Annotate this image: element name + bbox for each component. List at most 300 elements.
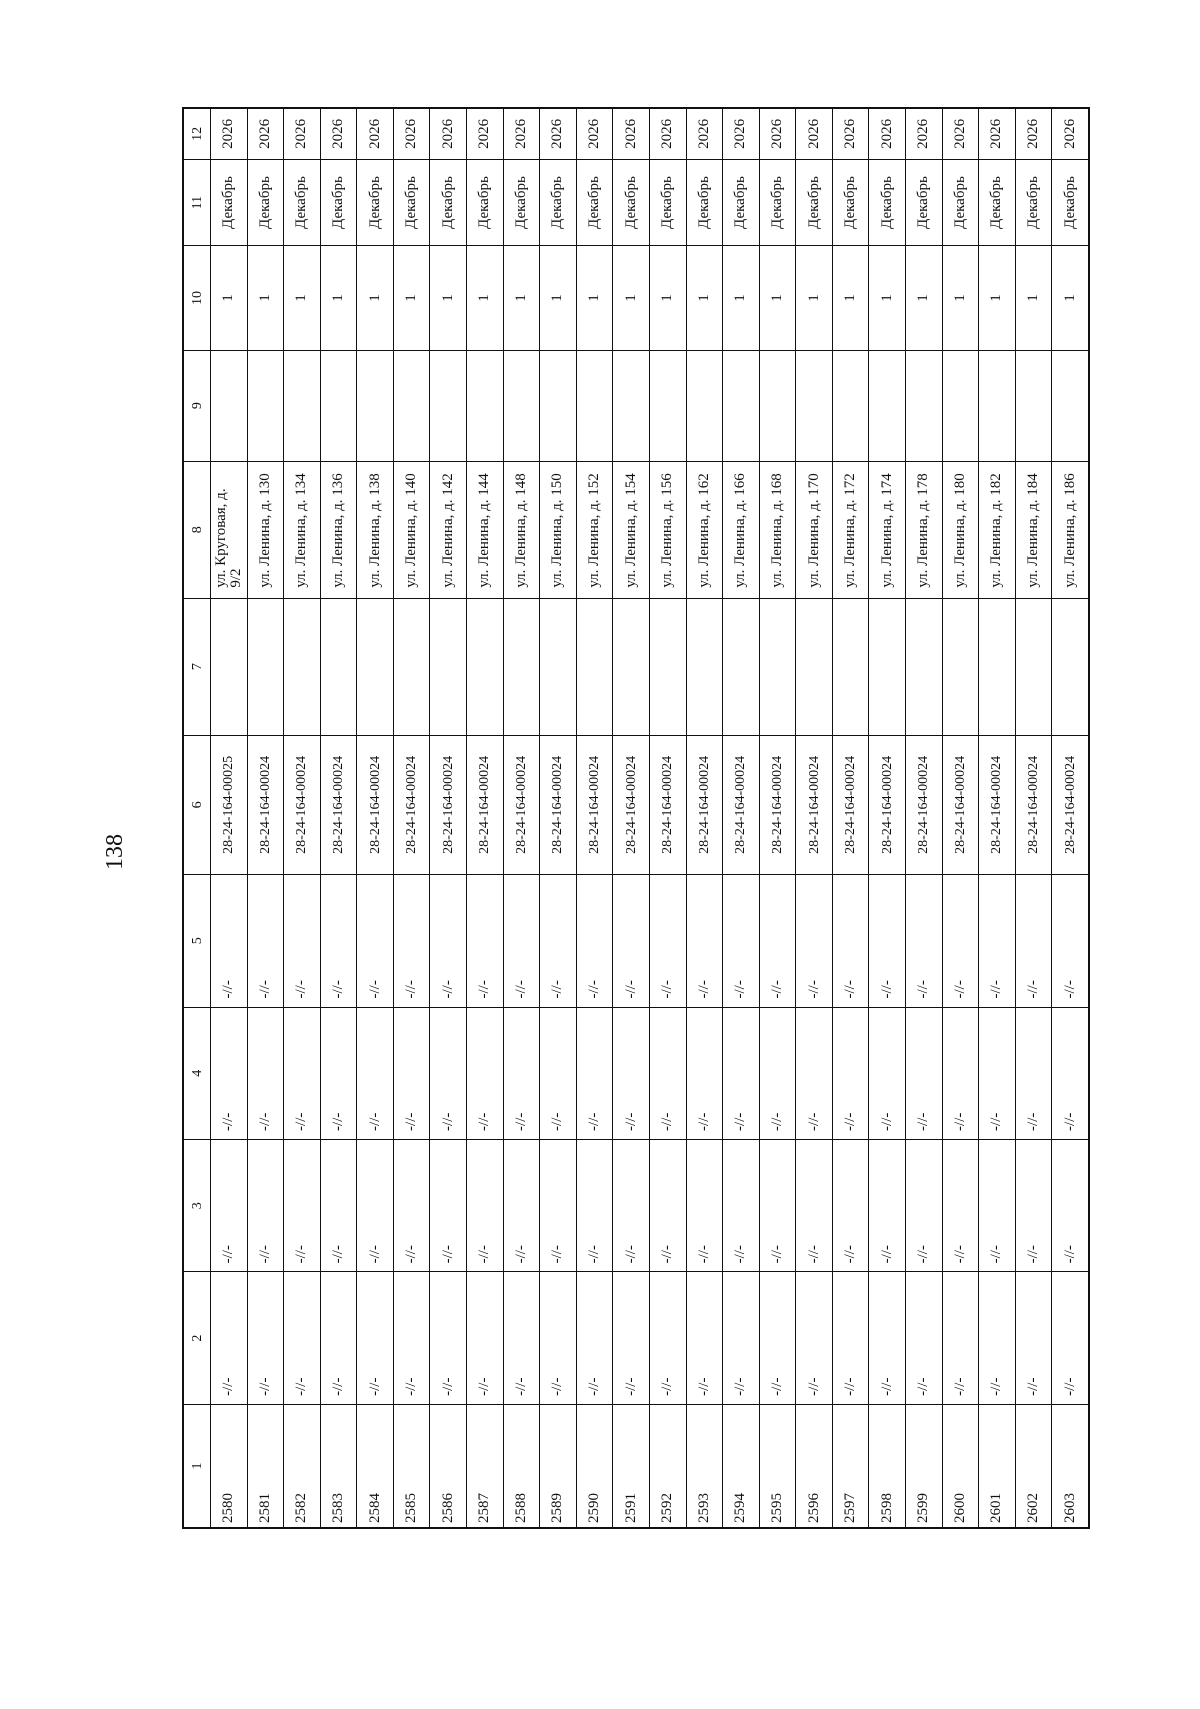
count-cell: 1 <box>467 246 504 350</box>
ditto-cell: -//- <box>211 1139 248 1271</box>
address-cell: ул. Ленина, д. 136 <box>320 461 357 598</box>
ditto-cell: -//- <box>723 1272 760 1404</box>
table-body <box>211 108 1090 1528</box>
year-cell: 2026 <box>1015 108 1052 159</box>
empty-cell <box>430 350 467 461</box>
empty-cell <box>942 598 979 735</box>
ditto-cell: -//- <box>211 1272 248 1404</box>
ditto-cell: -//- <box>649 1272 686 1404</box>
ditto-cell: -//- <box>613 875 650 1007</box>
ditto-cell: -//- <box>796 1272 833 1404</box>
cadastral-code: 28-24-164-00024 <box>284 735 321 875</box>
page-number: 138 <box>102 834 128 870</box>
empty-cell <box>357 350 394 461</box>
empty-cell <box>796 350 833 461</box>
count-cell: 1 <box>503 246 540 350</box>
address-cell: ул. Ленина, д. 166 <box>723 461 760 598</box>
table-row <box>430 108 467 1528</box>
table-row <box>979 108 1016 1528</box>
ditto-cell: -//- <box>905 1007 942 1139</box>
ditto-cell: -//- <box>393 875 430 1007</box>
count-cell: 1 <box>723 246 760 350</box>
address-cell: ул. Ленина, д. 186 <box>1052 461 1089 598</box>
year-cell: 2026 <box>832 108 869 159</box>
column-header-12: 12 <box>183 108 211 159</box>
column-header-8: 8 <box>183 461 211 598</box>
year-cell: 2026 <box>430 108 467 159</box>
column-header-3: 3 <box>183 1139 211 1271</box>
column-header-4: 4 <box>183 1007 211 1139</box>
column-header-1: 1 <box>183 1404 211 1528</box>
table-row <box>686 108 723 1528</box>
ditto-cell: -//- <box>467 1007 504 1139</box>
table-row <box>393 108 430 1528</box>
count-cell: 1 <box>576 246 613 350</box>
ditto-cell: -//- <box>393 1139 430 1271</box>
month-cell: Декабрь <box>613 159 650 246</box>
ditto-cell: -//- <box>467 1139 504 1271</box>
column-header-7: 7 <box>183 598 211 735</box>
row-number: 2592 <box>649 1404 686 1528</box>
ditto-cell: -//- <box>247 1007 284 1139</box>
count-cell: 1 <box>393 246 430 350</box>
ditto-cell: -//- <box>1015 875 1052 1007</box>
ditto-cell: -//- <box>832 1139 869 1271</box>
ditto-cell: -//- <box>686 1272 723 1404</box>
empty-cell <box>211 350 248 461</box>
cadastral-code: 28-24-164-00024 <box>430 735 467 875</box>
empty-cell <box>211 598 248 735</box>
ditto-cell: -//- <box>540 875 577 1007</box>
cadastral-code: 28-24-164-00024 <box>613 735 650 875</box>
address-cell: ул. Ленина, д. 138 <box>357 461 394 598</box>
empty-cell <box>832 598 869 735</box>
month-cell: Декабрь <box>1015 159 1052 246</box>
empty-cell <box>430 598 467 735</box>
row-number: 2594 <box>723 1404 760 1528</box>
empty-cell <box>393 598 430 735</box>
row-number: 2584 <box>357 1404 394 1528</box>
ditto-cell: -//- <box>320 1272 357 1404</box>
cadastral-code: 28-24-164-00024 <box>905 735 942 875</box>
empty-cell <box>503 350 540 461</box>
table-row <box>759 108 796 1528</box>
ditto-cell: -//- <box>869 1139 906 1271</box>
year-cell: 2026 <box>503 108 540 159</box>
row-number: 2597 <box>832 1404 869 1528</box>
cadastral-code: 28-24-164-00024 <box>1015 735 1052 875</box>
ditto-cell: -//- <box>357 1272 394 1404</box>
ditto-cell: -//- <box>247 875 284 1007</box>
ditto-cell: -//- <box>284 875 321 1007</box>
month-cell: Декабрь <box>759 159 796 246</box>
ditto-cell: -//- <box>576 1139 613 1271</box>
ditto-cell: -//- <box>979 1139 1016 1271</box>
year-cell: 2026 <box>979 108 1016 159</box>
year-cell: 2026 <box>211 108 248 159</box>
month-cell: Декабрь <box>393 159 430 246</box>
cadastral-code: 28-24-164-00024 <box>942 735 979 875</box>
ditto-cell: -//- <box>284 1007 321 1139</box>
ditto-cell: -//- <box>576 1272 613 1404</box>
row-number: 2590 <box>576 1404 613 1528</box>
ditto-cell: -//- <box>1052 1272 1089 1404</box>
ditto-cell: -//- <box>942 1007 979 1139</box>
year-cell: 2026 <box>284 108 321 159</box>
ditto-cell: -//- <box>942 875 979 1007</box>
count-cell: 1 <box>430 246 467 350</box>
cadastral-code: 28-24-164-00024 <box>723 735 760 875</box>
month-cell: Декабрь <box>649 159 686 246</box>
month-cell: Декабрь <box>905 159 942 246</box>
empty-cell <box>576 598 613 735</box>
ditto-cell: -//- <box>503 1007 540 1139</box>
ditto-cell: -//- <box>320 875 357 1007</box>
year-cell: 2026 <box>942 108 979 159</box>
table-row <box>467 108 504 1528</box>
table-row <box>540 108 577 1528</box>
count-cell: 1 <box>1015 246 1052 350</box>
row-number: 2588 <box>503 1404 540 1528</box>
cadastral-code: 28-24-164-00024 <box>503 735 540 875</box>
year-cell: 2026 <box>467 108 504 159</box>
ditto-cell: -//- <box>540 1272 577 1404</box>
table-row <box>357 108 394 1528</box>
empty-cell <box>247 350 284 461</box>
count-cell: 1 <box>540 246 577 350</box>
address-cell: ул. Ленина, д. 142 <box>430 461 467 598</box>
address-cell: ул. Ленина, д. 144 <box>467 461 504 598</box>
ditto-cell: -//- <box>393 1272 430 1404</box>
year-cell: 2026 <box>905 108 942 159</box>
table-row <box>905 108 942 1528</box>
address-cell: ул. Круговая, д. 9/2 <box>211 461 248 598</box>
empty-cell <box>540 350 577 461</box>
row-number: 2596 <box>796 1404 833 1528</box>
ditto-cell: -//- <box>467 1272 504 1404</box>
address-cell: ул. Ленина, д. 178 <box>905 461 942 598</box>
empty-cell <box>284 350 321 461</box>
ditto-cell: -//- <box>430 1139 467 1271</box>
empty-cell <box>869 598 906 735</box>
empty-cell <box>1015 598 1052 735</box>
ditto-cell: -//- <box>1015 1007 1052 1139</box>
ditto-cell: -//- <box>613 1007 650 1139</box>
month-cell: Декабрь <box>869 159 906 246</box>
year-cell: 2026 <box>357 108 394 159</box>
address-cell: ул. Ленина, д. 170 <box>796 461 833 598</box>
table-row <box>284 108 321 1528</box>
year-cell: 2026 <box>796 108 833 159</box>
ditto-cell: -//- <box>576 875 613 1007</box>
year-cell: 2026 <box>869 108 906 159</box>
year-cell: 2026 <box>247 108 284 159</box>
ditto-cell: -//- <box>1015 1139 1052 1271</box>
ditto-cell: -//- <box>211 1007 248 1139</box>
address-cell: ул. Ленина, д. 182 <box>979 461 1016 598</box>
cadastral-code: 28-24-164-00024 <box>247 735 284 875</box>
count-cell: 1 <box>1052 246 1089 350</box>
count-cell: 1 <box>686 246 723 350</box>
month-cell: Декабрь <box>357 159 394 246</box>
month-cell: Декабрь <box>540 159 577 246</box>
cadastral-code: 28-24-164-00024 <box>540 735 577 875</box>
address-cell: ул. Ленина, д. 140 <box>393 461 430 598</box>
table-row <box>796 108 833 1528</box>
empty-cell <box>942 350 979 461</box>
row-number: 2582 <box>284 1404 321 1528</box>
empty-cell <box>759 598 796 735</box>
ditto-cell: -//- <box>1052 1139 1089 1271</box>
row-number: 2598 <box>869 1404 906 1528</box>
address-cell: ул. Ленина, д. 148 <box>503 461 540 598</box>
month-cell: Декабрь <box>247 159 284 246</box>
ditto-cell: -//- <box>759 1007 796 1139</box>
year-cell: 2026 <box>393 108 430 159</box>
count-cell: 1 <box>613 246 650 350</box>
empty-cell <box>540 598 577 735</box>
ditto-cell: -//- <box>211 875 248 1007</box>
cadastral-code: 28-24-164-00024 <box>686 735 723 875</box>
table-row <box>247 108 284 1528</box>
cadastral-code: 28-24-164-00024 <box>320 735 357 875</box>
address-cell: ул. Ленина, д. 184 <box>1015 461 1052 598</box>
ditto-cell: -//- <box>942 1139 979 1271</box>
ditto-cell: -//- <box>357 1139 394 1271</box>
address-cell: ул. Ленина, д. 180 <box>942 461 979 598</box>
row-number: 2603 <box>1052 1404 1089 1528</box>
column-header-9: 9 <box>183 350 211 461</box>
column-header-11: 11 <box>183 159 211 246</box>
ditto-cell: -//- <box>723 875 760 1007</box>
cadastral-code: 28-24-164-00024 <box>759 735 796 875</box>
row-number: 2580 <box>211 1404 248 1528</box>
ditto-cell: -//- <box>723 1139 760 1271</box>
month-cell: Декабрь <box>430 159 467 246</box>
cadastral-code: 28-24-164-00024 <box>979 735 1016 875</box>
ditto-cell: -//- <box>979 1007 1016 1139</box>
year-cell: 2026 <box>1052 108 1089 159</box>
cadastral-code: 28-24-164-00025 <box>211 735 248 875</box>
empty-cell <box>723 598 760 735</box>
address-cell: ул. Ленина, д. 162 <box>686 461 723 598</box>
month-cell: Декабрь <box>979 159 1016 246</box>
ditto-cell: -//- <box>905 1139 942 1271</box>
column-header-5: 5 <box>183 875 211 1007</box>
empty-cell <box>284 598 321 735</box>
ditto-cell: -//- <box>832 875 869 1007</box>
month-cell: Декабрь <box>686 159 723 246</box>
month-cell: Декабрь <box>284 159 321 246</box>
ditto-cell: -//- <box>649 875 686 1007</box>
address-cell: ул. Ленина, д. 168 <box>759 461 796 598</box>
empty-cell <box>649 598 686 735</box>
table-row <box>1052 108 1089 1528</box>
empty-cell <box>796 598 833 735</box>
cadastral-code: 28-24-164-00024 <box>393 735 430 875</box>
ditto-cell: -//- <box>284 1272 321 1404</box>
month-cell: Декабрь <box>211 159 248 246</box>
count-cell: 1 <box>979 246 1016 350</box>
address-cell: ул. Ленина, д. 172 <box>832 461 869 598</box>
ditto-cell: -//- <box>503 875 540 1007</box>
year-cell: 2026 <box>723 108 760 159</box>
empty-cell <box>320 598 357 735</box>
empty-cell <box>613 350 650 461</box>
ditto-cell: -//- <box>759 1139 796 1271</box>
cadastral-code: 28-24-164-00024 <box>649 735 686 875</box>
empty-cell <box>247 598 284 735</box>
table-row <box>869 108 906 1528</box>
address-cell: ул. Ленина, д. 134 <box>284 461 321 598</box>
table-row <box>832 108 869 1528</box>
ditto-cell: -//- <box>759 1272 796 1404</box>
empty-cell <box>723 350 760 461</box>
ditto-cell: -//- <box>540 1007 577 1139</box>
address-cell: ул. Ленина, д. 152 <box>576 461 613 598</box>
row-number: 2595 <box>759 1404 796 1528</box>
table-row <box>576 108 613 1528</box>
column-header-6: 6 <box>183 735 211 875</box>
row-number: 2581 <box>247 1404 284 1528</box>
address-cell: ул. Ленина, д. 150 <box>540 461 577 598</box>
ditto-cell: -//- <box>942 1272 979 1404</box>
count-cell: 1 <box>357 246 394 350</box>
ditto-cell: -//- <box>905 875 942 1007</box>
ditto-cell: -//- <box>869 1007 906 1139</box>
cadastral-code: 28-24-164-00024 <box>467 735 504 875</box>
ditto-cell: -//- <box>832 1272 869 1404</box>
ditto-cell: -//- <box>686 875 723 1007</box>
month-cell: Декабрь <box>723 159 760 246</box>
month-cell: Декабрь <box>467 159 504 246</box>
empty-cell <box>467 598 504 735</box>
year-cell: 2026 <box>649 108 686 159</box>
count-cell: 1 <box>869 246 906 350</box>
ditto-cell: -//- <box>796 1139 833 1271</box>
row-number: 2599 <box>905 1404 942 1528</box>
ditto-cell: -//- <box>467 875 504 1007</box>
year-cell: 2026 <box>320 108 357 159</box>
empty-cell <box>905 598 942 735</box>
row-number: 2591 <box>613 1404 650 1528</box>
table-row <box>503 108 540 1528</box>
month-cell: Декабрь <box>320 159 357 246</box>
count-cell: 1 <box>284 246 321 350</box>
ditto-cell: -//- <box>649 1007 686 1139</box>
count-cell: 1 <box>247 246 284 350</box>
address-cell: ул. Ленина, д. 154 <box>613 461 650 598</box>
ditto-cell: -//- <box>430 1272 467 1404</box>
ditto-cell: -//- <box>723 1007 760 1139</box>
ditto-cell: -//- <box>686 1139 723 1271</box>
data-table <box>182 107 1090 1529</box>
ditto-cell: -//- <box>503 1139 540 1271</box>
empty-cell <box>503 598 540 735</box>
month-cell: Декабрь <box>942 159 979 246</box>
ditto-cell: -//- <box>320 1007 357 1139</box>
count-cell: 1 <box>211 246 248 350</box>
empty-cell <box>869 350 906 461</box>
empty-cell <box>320 350 357 461</box>
cadastral-code: 28-24-164-00024 <box>1052 735 1089 875</box>
empty-cell <box>759 350 796 461</box>
year-cell: 2026 <box>759 108 796 159</box>
ditto-cell: -//- <box>905 1272 942 1404</box>
empty-cell <box>649 350 686 461</box>
cadastral-code: 28-24-164-00024 <box>357 735 394 875</box>
row-number: 2583 <box>320 1404 357 1528</box>
ditto-cell: -//- <box>686 1007 723 1139</box>
empty-cell <box>979 350 1016 461</box>
count-cell: 1 <box>649 246 686 350</box>
year-cell: 2026 <box>686 108 723 159</box>
cadastral-code: 28-24-164-00024 <box>576 735 613 875</box>
table-row <box>320 108 357 1528</box>
year-cell: 2026 <box>613 108 650 159</box>
count-cell: 1 <box>759 246 796 350</box>
row-number: 2587 <box>467 1404 504 1528</box>
column-header-10: 10 <box>183 246 211 350</box>
cadastral-code: 28-24-164-00024 <box>832 735 869 875</box>
address-cell: ул. Ленина, д. 156 <box>649 461 686 598</box>
ditto-cell: -//- <box>832 1007 869 1139</box>
address-cell: ул. Ленина, д. 130 <box>247 461 284 598</box>
empty-cell <box>357 598 394 735</box>
row-number: 2593 <box>686 1404 723 1528</box>
ditto-cell: -//- <box>247 1139 284 1271</box>
ditto-cell: -//- <box>869 1272 906 1404</box>
row-number: 2586 <box>430 1404 467 1528</box>
year-cell: 2026 <box>540 108 577 159</box>
row-number: 2585 <box>393 1404 430 1528</box>
ditto-cell: -//- <box>430 875 467 1007</box>
empty-cell <box>686 598 723 735</box>
ditto-cell: -//- <box>759 875 796 1007</box>
empty-cell <box>613 598 650 735</box>
month-cell: Декабрь <box>576 159 613 246</box>
cadastral-code: 28-24-164-00024 <box>796 735 833 875</box>
ditto-cell: -//- <box>796 1007 833 1139</box>
ditto-cell: -//- <box>576 1007 613 1139</box>
table-row <box>613 108 650 1528</box>
month-cell: Декабрь <box>832 159 869 246</box>
empty-cell <box>686 350 723 461</box>
ditto-cell: -//- <box>503 1272 540 1404</box>
count-cell: 1 <box>832 246 869 350</box>
empty-cell <box>832 350 869 461</box>
ditto-cell: -//- <box>979 875 1016 1007</box>
ditto-cell: -//- <box>247 1272 284 1404</box>
month-cell: Декабрь <box>1052 159 1089 246</box>
year-cell: 2026 <box>576 108 613 159</box>
row-number: 2602 <box>1015 1404 1052 1528</box>
month-cell: Декабрь <box>503 159 540 246</box>
rotated-table-wrapper <box>182 107 1090 1529</box>
ditto-cell: -//- <box>1052 1007 1089 1139</box>
ditto-cell: -//- <box>1015 1272 1052 1404</box>
ditto-cell: -//- <box>796 875 833 1007</box>
ditto-cell: -//- <box>430 1007 467 1139</box>
table-row <box>942 108 979 1528</box>
empty-cell <box>979 598 1016 735</box>
cadastral-code: 28-24-164-00024 <box>869 735 906 875</box>
ditto-cell: -//- <box>320 1139 357 1271</box>
ditto-cell: -//- <box>1052 875 1089 1007</box>
count-cell: 1 <box>796 246 833 350</box>
ditto-cell: -//- <box>357 875 394 1007</box>
month-cell: Декабрь <box>796 159 833 246</box>
